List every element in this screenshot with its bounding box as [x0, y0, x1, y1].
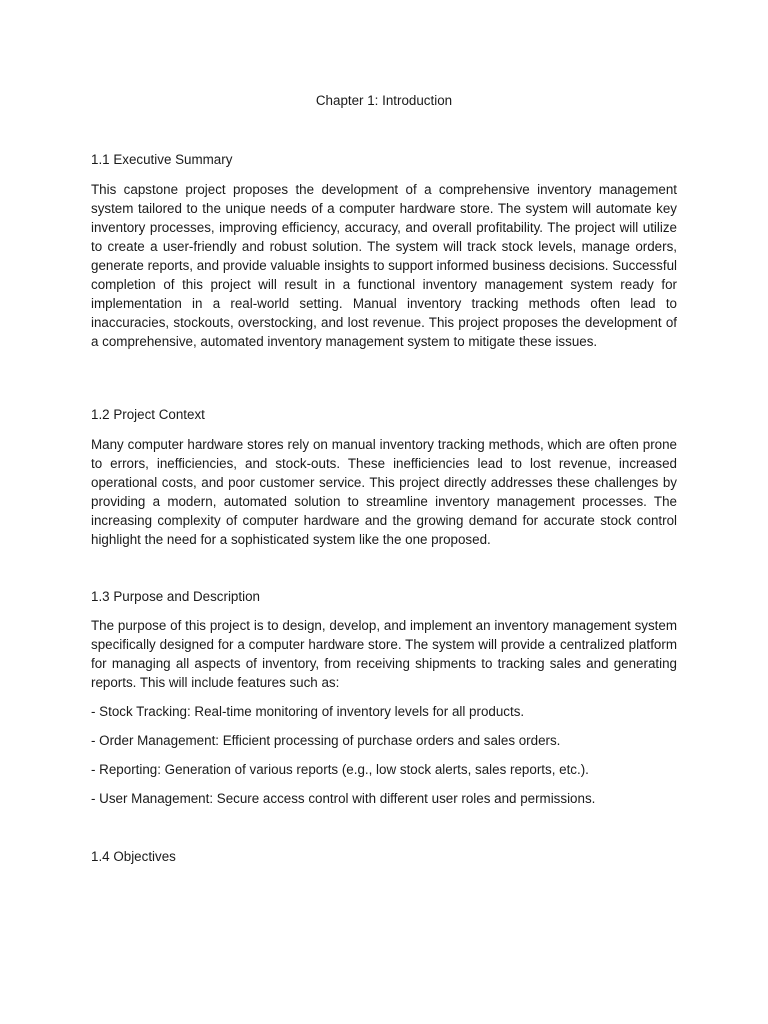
list-item: - Stock Tracking: Real-time monitoring of inventory levels for all products. — [91, 704, 525, 719]
list-item: - Reporting: Generation of various reports (e.g., low stock alerts, sales reports, etc.). — [91, 762, 589, 777]
section-heading-purpose: 1.3 Purpose and Description — [91, 589, 260, 604]
section-heading-objectives: 1.4 Objectives — [91, 849, 176, 864]
list-item: - User Management: Secure access control with different user roles and permissions. — [91, 791, 596, 806]
purpose-paragraph: The purpose of this project is to design, develop, and implement an inventory management system specifically designed for a computer hardware store. The system will provide a centralized platform for managing all aspects of inventory, from receiving shipments to tracking sales and generating reports. This will include features such as: — [91, 618, 677, 690]
section-heading-executive-summary: 1.1 Executive Summary — [91, 152, 233, 167]
chapter-title: Chapter 1: Introduction — [315, 93, 453, 108]
section-heading-project-context: 1.2 Project Context — [91, 407, 205, 422]
project-context-paragraph: Many computer hardware stores rely on manual inventory tracking methods, which are often prone to errors, inefficiencies, and stock-outs. These inefficiencies lead to lost revenue, increased operational costs, and poor customer service. This project directly addresses these challenges by providing a modern, automated solution to streamline inventory management processes. The increasing complexity of computer hardware and the growing demand for accurate stock control highlight the need for a sophisticated system like the one proposed. — [91, 437, 677, 547]
executive-summary-paragraph: This capstone project proposes the development of a comprehensive inventory management system tailored to the unique needs of a computer hardware store. The system will automate key inventory processes, improving efficiency, accuracy, and overall profitability. The project will utilize to create a user-friendly and robust solution. The system will track stock levels, manage orders, generate reports, and provide valuable insights to support informed business decisions. Successful completion of this project will result in a functional inventory management system ready for implementation in a real-world setting. Manual inventory tracking methods often lead to inaccuracies, stockouts, overstocking, and lost revenue. This project proposes the development of a comprehensive, automated inventory management system to mitigate these issues. — [91, 182, 677, 349]
list-item: - Order Management: Efficient processing of purchase orders and sales orders. — [91, 733, 561, 748]
